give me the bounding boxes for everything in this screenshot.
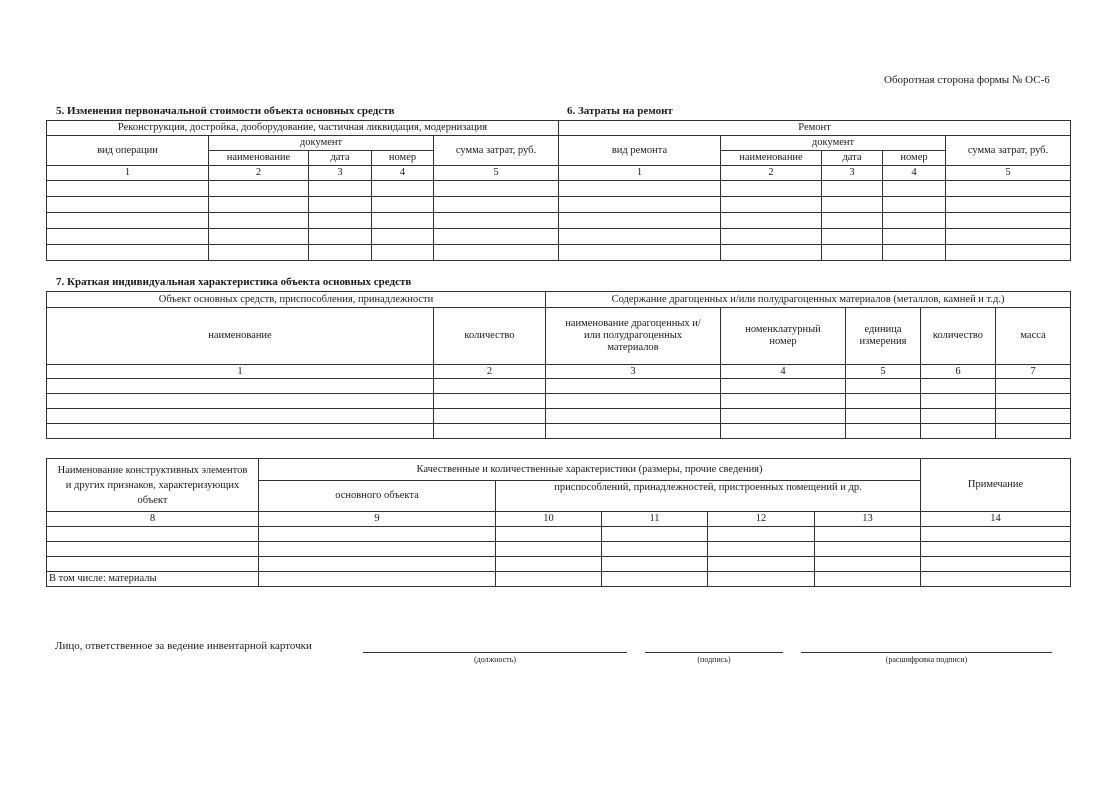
s7-object-group-header: Объект основных средств, приспособления, принадлежности	[47, 292, 546, 308]
table-row	[47, 181, 559, 197]
s6-group-header: Ремонт	[559, 121, 1071, 136]
s5-sum-header: сумма затрат, руб.	[434, 136, 559, 166]
table-row	[47, 213, 559, 229]
s6-doc-num-header: номер	[883, 151, 946, 166]
s5-num-3: 3	[309, 166, 372, 181]
s6-num-3: 3	[822, 166, 883, 181]
repair-costs-table	[558, 120, 1071, 261]
s8-qual-group-header: Качественные и количественные характеристики (размеры, прочие сведения)	[259, 459, 921, 481]
materials-row	[47, 572, 1071, 587]
s7-precious-group-header: Содержание драгоценных и/или полудрагоценных материалов (металлов, камней и т.д.)	[546, 292, 1071, 308]
s6-num-1: 1	[559, 166, 721, 181]
s7-num-6: 6	[921, 365, 996, 379]
s8-num-14: 14	[921, 512, 1071, 527]
cost-changes-table	[46, 120, 559, 261]
s8-num-12: 12	[708, 512, 815, 527]
table-row	[559, 245, 1071, 261]
decode-signature-line[interactable]	[801, 651, 1052, 653]
table-row	[47, 394, 1071, 409]
s6-num-4: 4	[883, 166, 946, 181]
table-row	[47, 197, 559, 213]
s7-precious-name-header: наименование драгоценных и/или полудрагоценных материалов	[546, 308, 721, 365]
s8-num-13: 13	[815, 512, 921, 527]
s5-group-header: Реконструкция, достройка, дооборудование, частичная ликвидация, модернизация	[47, 121, 559, 136]
s7-num-3: 3	[546, 365, 721, 379]
s5-doc-name-header: наименование	[209, 151, 309, 166]
s7-nomen-header: номенклатурный номер	[721, 308, 846, 365]
s6-sum-header: сумма затрат, руб.	[946, 136, 1071, 166]
sign-caption: (подпись)	[697, 655, 731, 664]
s7-qty-header: количество	[434, 308, 546, 365]
table-row	[47, 542, 1071, 557]
s5-num-5: 5	[434, 166, 559, 181]
sign-signature-line[interactable]	[645, 651, 783, 653]
s7-num-2: 2	[434, 365, 546, 379]
s8-fixtures-header: приспособлений, принадлежностей, пристроенных помещений и др.	[496, 481, 921, 512]
s6-num-5: 5	[946, 166, 1071, 181]
s8-num-10: 10	[496, 512, 602, 527]
s6-doc-header: документ	[721, 136, 946, 151]
s5-num-4: 4	[372, 166, 434, 181]
table-row	[47, 409, 1071, 424]
s8-elements-header: Наименование конструктивных элементов и других признаков, характеризующих объект	[47, 459, 259, 512]
position-signature-line[interactable]	[363, 651, 627, 653]
position-caption: (должность)	[474, 655, 516, 664]
s7-name-header: наименование	[47, 308, 434, 365]
materials-row-label: В том числе: материалы	[47, 572, 259, 587]
s7-num-5: 5	[846, 365, 921, 379]
s6-numbering-row	[559, 166, 1071, 181]
section-7-title: 7. Краткая индивидуальная характеристика объекта основных средств	[56, 276, 412, 288]
table-row	[559, 181, 1071, 197]
s7-num-7: 7	[996, 365, 1071, 379]
s8-numbering-row	[47, 512, 1071, 527]
s6-num-2: 2	[721, 166, 822, 181]
table-row	[47, 424, 1071, 439]
s6-repair-type-header: вид ремонта	[559, 136, 721, 166]
s5-doc-num-header: номер	[372, 151, 434, 166]
table-row	[559, 229, 1071, 245]
s5-doc-header: документ	[209, 136, 434, 151]
s7-numbering-row	[47, 365, 1071, 379]
s8-main-object-header: основного объекта	[259, 481, 496, 512]
s7-num-1: 1	[47, 365, 434, 379]
s5-num-2: 2	[209, 166, 309, 181]
table-row	[559, 197, 1071, 213]
s8-num-11: 11	[602, 512, 708, 527]
table-row	[559, 213, 1071, 229]
s5-doc-date-header: дата	[309, 151, 372, 166]
s7-mass-header: масса	[996, 308, 1071, 365]
s5-numbering-row	[47, 166, 559, 181]
table-row	[47, 379, 1071, 394]
table-row	[47, 527, 1071, 542]
s5-op-type-header: вид операции	[47, 136, 209, 166]
section-6-title: 6. Затраты на ремонт	[567, 105, 673, 117]
table-row	[47, 245, 559, 261]
s8-num-9: 9	[259, 512, 496, 527]
elements-table	[46, 458, 1071, 587]
form-side-label: Оборотная сторона формы № ОС-6	[884, 74, 1050, 86]
table-row	[47, 557, 1071, 572]
s8-note-header: Примечание	[921, 459, 1071, 512]
table-row	[47, 229, 559, 245]
responsible-person-label: Лицо, ответственное за ведение инвентарной карточки	[55, 640, 312, 652]
s8-num-8: 8	[47, 512, 259, 527]
s5-num-1: 1	[47, 166, 209, 181]
section-5-title: 5. Изменения первоначальной стоимости объекта основных средств	[56, 105, 395, 117]
s7-num-4: 4	[721, 365, 846, 379]
decode-caption: (расшифровка подписи)	[885, 655, 968, 664]
characteristics-table	[46, 291, 1071, 439]
s7-unit-header: единица измерения	[846, 308, 921, 365]
s6-doc-date-header: дата	[822, 151, 883, 166]
s7-qty2-header: количество	[921, 308, 996, 365]
s6-doc-name-header: наименование	[721, 151, 822, 166]
